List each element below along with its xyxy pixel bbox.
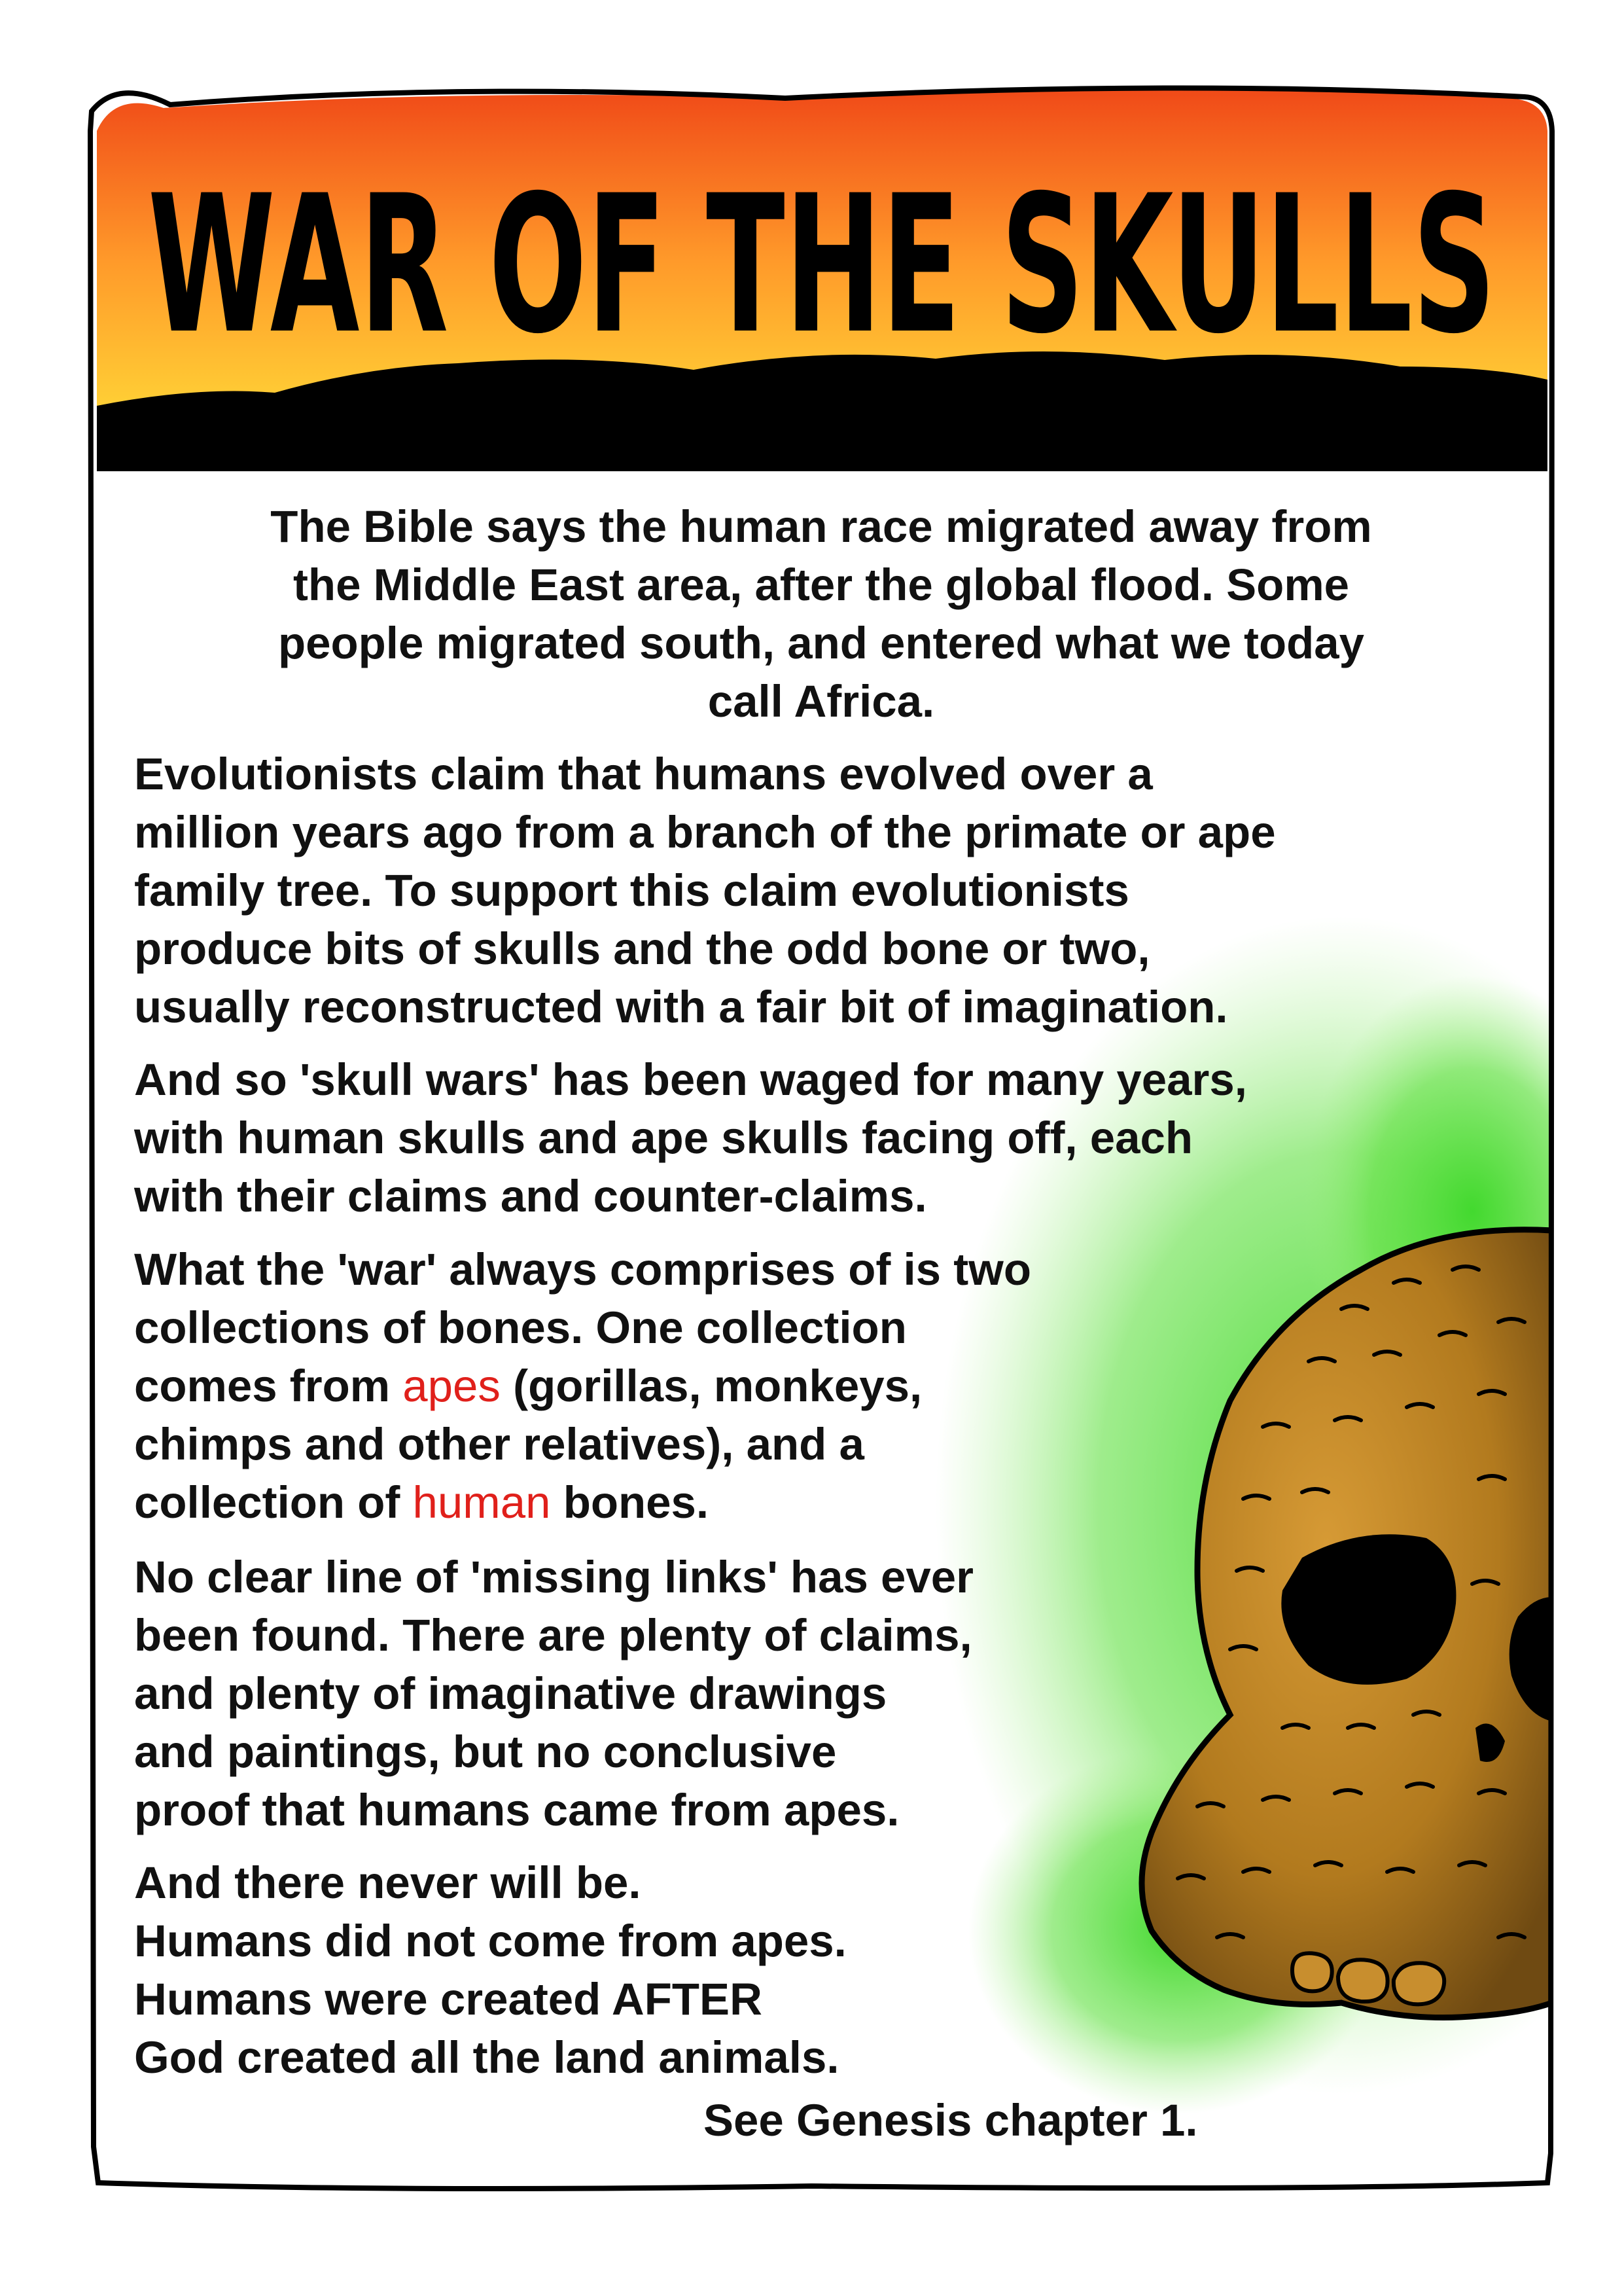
text-line: the Middle East area, after the global flood. Some: [292, 560, 1350, 610]
text-line: Humans were created AFTER: [134, 1974, 762, 2024]
text-line: [134, 1473, 1031, 1532]
highlight-human: human: [412, 1477, 551, 1528]
intro-paragraph: [131, 497, 1511, 730]
war-paragraph: [134, 1240, 1031, 1532]
text-segment: (gorillas, monkeys,: [513, 1361, 923, 1411]
skull-wars-paragraph: [134, 1050, 1247, 1225]
text-line: See Genesis chapter 1.: [703, 2095, 1198, 2145]
text-line: God created all the land animals.: [134, 2032, 839, 2083]
text-segment: bones.: [563, 1477, 709, 1528]
text-line: Evolutionists claim that humans evolved over a: [134, 749, 1153, 799]
conclusion-paragraph: [134, 1854, 847, 2087]
missing-links-paragraph: [134, 1548, 974, 1839]
text-line: What the 'war' always comprises of is two: [134, 1244, 1032, 1295]
text-line: collections of bones. One collection: [134, 1302, 907, 1353]
text-line: and plenty of imaginative drawings: [134, 1668, 887, 1719]
text-line: and paintings, but no conclusive: [134, 1727, 837, 1777]
text-line: million years ago from a branch of the primate or ape: [134, 807, 1276, 857]
page-title: WAR OF THE SKULLS: [148, 155, 1496, 376]
text-line: No clear line of 'missing links' has ever: [134, 1552, 974, 1602]
text-segment: comes from: [134, 1361, 391, 1411]
text-line: proof that humans came from apes.: [134, 1785, 900, 1835]
text-line: Humans did not come from apes.: [134, 1916, 847, 1966]
text-line: been found. There are plenty of claims,: [134, 1610, 972, 1660]
text-line: And so 'skull wars' has been waged for many years,: [134, 1054, 1247, 1105]
text-line: with human skulls and ape skulls facing off, each: [134, 1113, 1193, 1163]
highlight-apes: apes: [402, 1361, 501, 1411]
text-line: usually reconstructed with a fair bit of imagination.: [134, 982, 1228, 1032]
text-line: And there never will be.: [134, 1857, 641, 1908]
text-line: The Bible says the human race migrated away from: [270, 501, 1372, 552]
text-line: with their claims and counter-claims.: [134, 1171, 927, 1221]
evolutionists-paragraph: [134, 745, 1276, 1036]
text-line: call Africa.: [707, 676, 935, 726]
text-line: family tree. To support this claim evolutionists: [134, 865, 1129, 916]
text-segment: collection of: [134, 1477, 400, 1528]
scripture-reference: [703, 2091, 1198, 2149]
text-line: chimps and other relatives), and a: [134, 1419, 864, 1469]
text-line: produce bits of skulls and the odd bone or two,: [134, 924, 1150, 974]
text-line: [134, 1357, 1031, 1415]
text-line: people migrated south, and entered what we today: [277, 618, 1365, 668]
